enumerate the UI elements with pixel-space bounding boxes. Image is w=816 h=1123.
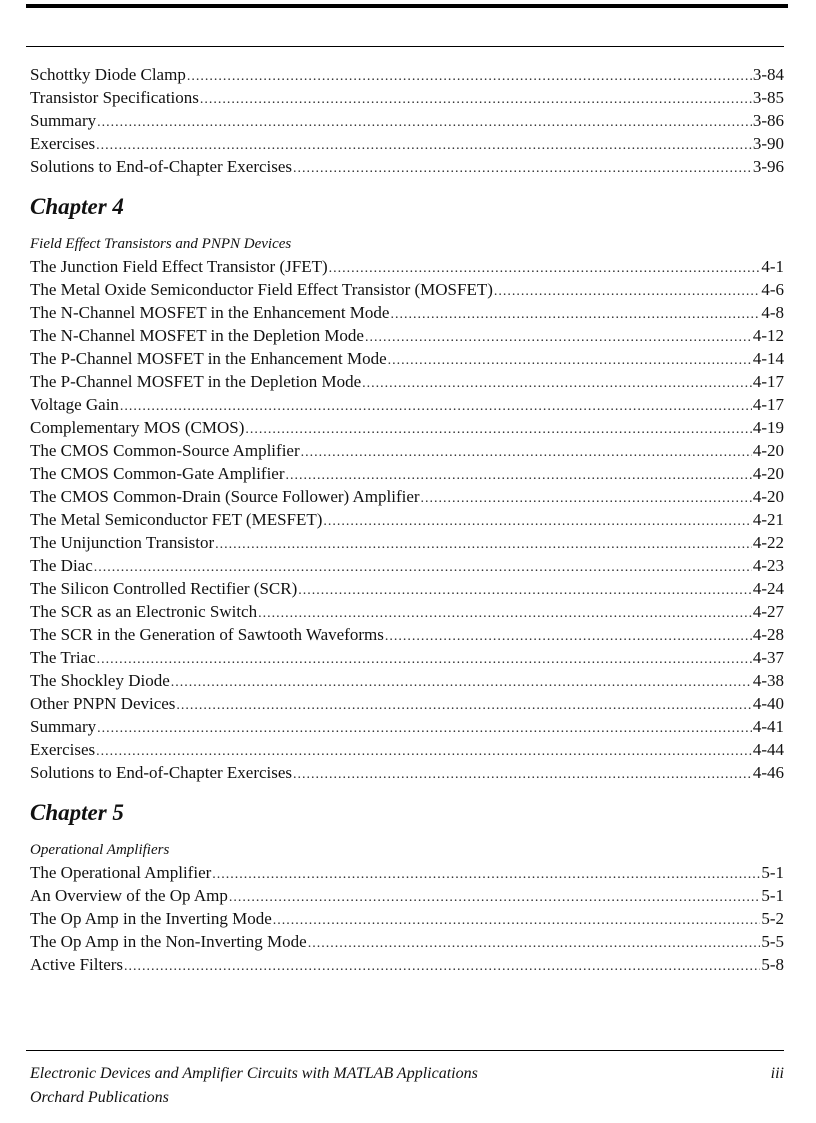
toc-dot-leader [245, 418, 751, 441]
toc-entry-page: 4-17 [752, 395, 784, 414]
toc-entry[interactable] [30, 109, 784, 132]
toc-dot-leader [200, 88, 752, 111]
toc-entry[interactable] [30, 953, 784, 976]
toc-entry-title: Voltage Gain [30, 395, 119, 414]
toc-dot-leader [171, 671, 752, 694]
toc-entry-title: Summary [30, 111, 97, 130]
toc-entry[interactable] [30, 370, 784, 393]
toc-entry-page: 4-14 [752, 349, 784, 368]
chapter-4-entries [30, 255, 784, 784]
chapter-5-heading: Chapter 5 [30, 800, 124, 825]
toc-entry-page: 4-20 [752, 441, 784, 460]
toc-entry-page: 4-21 [752, 510, 784, 529]
toc-entry[interactable] [30, 324, 784, 347]
toc-dot-leader [365, 326, 752, 349]
toc-dot-leader [421, 487, 752, 510]
toc-entry-page: 4-24 [752, 579, 784, 598]
toc-dot-leader [94, 556, 752, 579]
toc-dot-leader [385, 625, 752, 648]
toc-entry-page: 4-46 [752, 763, 784, 782]
toc-entry-page: 3-90 [752, 134, 784, 153]
toc-entry[interactable] [30, 347, 784, 370]
toc-entry[interactable] [30, 416, 784, 439]
toc-entry[interactable] [30, 554, 784, 577]
toc-entry-title: The Silicon Controlled Rectifier (SCR) [30, 579, 298, 598]
toc-entry[interactable] [30, 577, 784, 600]
toc-dot-leader [212, 863, 760, 886]
toc-entry[interactable] [30, 692, 784, 715]
toc-entry[interactable] [30, 646, 784, 669]
toc-entry[interactable] [30, 86, 784, 109]
toc-entry-title: An Overview of the Op Amp [30, 886, 228, 905]
toc-entry-title: The CMOS Common-Gate Amplifier [30, 464, 285, 483]
toc-entry-page: 3-85 [752, 88, 784, 107]
toc-dot-leader [97, 648, 752, 671]
toc-entry-title: The Metal Semiconductor FET (MESFET) [30, 510, 323, 529]
toc-entry[interactable] [30, 761, 784, 784]
toc-entry-title: The Diac [30, 556, 93, 575]
toc-content [30, 63, 784, 976]
toc-entry-title: The Triac [30, 648, 96, 667]
toc-entry[interactable] [30, 278, 784, 301]
header-divider [26, 46, 784, 47]
toc-entry[interactable] [30, 907, 784, 930]
toc-entry-title: The Op Amp in the Non-Inverting Mode [30, 932, 307, 951]
toc-entry-page: 4-23 [752, 556, 784, 575]
toc-entry-title: Transistor Specifications [30, 88, 199, 107]
toc-entry[interactable] [30, 393, 784, 416]
toc-entry[interactable] [30, 715, 784, 738]
chapter-5-entries [30, 861, 784, 976]
footer-publisher: Orchard Publications [30, 1089, 169, 1106]
toc-entry[interactable] [30, 930, 784, 953]
toc-dot-leader [215, 533, 752, 556]
toc-entry-page: 4-17 [752, 372, 784, 391]
toc-entry[interactable] [30, 861, 784, 884]
toc-dot-leader [388, 349, 752, 372]
toc-entry[interactable] [30, 884, 784, 907]
toc-entry-title: Exercises [30, 740, 96, 759]
toc-entry-title: The SCR as an Electronic Switch [30, 602, 258, 621]
footer-divider [26, 1050, 784, 1051]
toc-entry-page: 5-8 [761, 955, 784, 974]
toc-entry-page: 4-8 [761, 303, 784, 322]
toc-dot-leader [329, 257, 761, 280]
chapter-5-subtitle: Operational Amplifiers [30, 842, 170, 858]
toc-entry-page: 3-84 [752, 65, 784, 84]
toc-entry-title: The Shockley Diode [30, 671, 170, 690]
toc-entry-page: 4-1 [761, 257, 784, 276]
toc-entry-title: The CMOS Common-Source Amplifier [30, 441, 300, 460]
toc-entry-title: Active Filters [30, 955, 124, 974]
toc-entry-page: 4-28 [752, 625, 784, 644]
footer-book-title: Electronic Devices and Amplifier Circuits with MATLAB Applications [30, 1065, 478, 1082]
toc-entry-page: 4-19 [752, 418, 784, 437]
toc-entry-title: The P-Channel MOSFET in the Depletion Mode [30, 372, 362, 391]
toc-entry-page: 4-6 [761, 280, 784, 299]
toc-entry-title: The CMOS Common-Drain (Source Follower) Amplifier [30, 487, 420, 506]
toc-entry-page: 4-20 [752, 464, 784, 483]
toc-entry-title: Summary [30, 717, 97, 736]
toc-entry-title: The SCR in the Generation of Sawtooth Waveforms [30, 625, 384, 644]
toc-entry-title: The Operational Amplifier [30, 863, 212, 882]
toc-entry[interactable] [30, 301, 784, 324]
toc-entry-title: Other PNPN Devices [30, 694, 176, 713]
toc-entry-page: 3-96 [752, 157, 784, 176]
toc-entry-page: 4-27 [752, 602, 784, 621]
toc-dot-leader [97, 111, 752, 134]
toc-dot-leader [258, 602, 752, 625]
chapter-4-heading: Chapter 4 [30, 194, 124, 219]
toc-dot-leader [96, 740, 752, 763]
toc-entry[interactable] [30, 155, 784, 178]
toc-entry-title: The Op Amp in the Inverting Mode [30, 909, 272, 928]
toc-entry-page: 4-44 [752, 740, 784, 759]
toc-entry[interactable] [30, 623, 784, 646]
toc-entry[interactable] [30, 669, 784, 692]
toc-dot-leader [390, 303, 760, 326]
continued-entries [30, 63, 784, 178]
toc-dot-leader [96, 134, 752, 157]
toc-dot-leader [301, 441, 752, 464]
toc-dot-leader [293, 763, 752, 786]
toc-entry-page: 4-40 [752, 694, 784, 713]
toc-entry-title: The Unijunction Transistor [30, 533, 215, 552]
toc-dot-leader [273, 909, 761, 932]
toc-dot-leader [308, 932, 761, 955]
toc-entry-title: Schottky Diode Clamp [30, 65, 186, 84]
toc-entry-page: 4-41 [752, 717, 784, 736]
toc-entry[interactable] [30, 462, 784, 485]
toc-entry[interactable] [30, 531, 784, 554]
toc-entry-title: The Metal Oxide Semiconductor Field Effect Transistor (MOSFET) [30, 280, 493, 299]
footer-page-number: iii [770, 1065, 784, 1082]
toc-dot-leader [176, 694, 751, 717]
chapter-4-subtitle: Field Effect Transistors and PNPN Devices [30, 236, 292, 252]
toc-entry-page: 5-1 [761, 886, 784, 905]
toc-entry-title: The N-Channel MOSFET in the Enhancement Mode [30, 303, 390, 322]
toc-entry-title: Solutions to End-of-Chapter Exercises [30, 763, 293, 782]
toc-entry-title: The N-Channel MOSFET in the Depletion Mode [30, 326, 364, 345]
toc-dot-leader [229, 886, 761, 909]
toc-entry-title: Exercises [30, 134, 96, 153]
toc-dot-leader [293, 157, 752, 180]
toc-entry-page: 3-86 [752, 111, 784, 130]
toc-entry-title: The Junction Field Effect Transistor (JFET) [30, 257, 328, 276]
toc-entry[interactable] [30, 485, 784, 508]
toc-entry[interactable] [30, 738, 784, 761]
toc-entry-page: 4-37 [752, 648, 784, 667]
toc-entry-title: Complementary MOS (CMOS) [30, 418, 245, 437]
toc-entry-page: 4-12 [752, 326, 784, 345]
toc-entry[interactable] [30, 132, 784, 155]
toc-entry-title: The P-Channel MOSFET in the Enhancement Mode [30, 349, 387, 368]
toc-entry-title: Solutions to End-of-Chapter Exercises [30, 157, 293, 176]
top-rule [26, 0, 788, 8]
toc-dot-leader [286, 464, 752, 487]
toc-dot-leader [97, 717, 752, 740]
toc-dot-leader [494, 280, 760, 303]
toc-entry[interactable] [30, 255, 784, 278]
toc-entry[interactable] [30, 439, 784, 462]
toc-entry[interactable] [30, 63, 784, 86]
toc-entry-page: 4-20 [752, 487, 784, 506]
toc-dot-leader [323, 510, 751, 533]
toc-dot-leader [124, 955, 760, 978]
toc-dot-leader [298, 579, 752, 602]
toc-entry[interactable] [30, 600, 784, 623]
toc-entry-page: 4-22 [752, 533, 784, 552]
toc-dot-leader [362, 372, 752, 395]
toc-dot-leader [120, 395, 752, 418]
page-footer [30, 1062, 784, 1110]
toc-entry-page: 4-38 [752, 671, 784, 690]
toc-entry-page: 5-1 [761, 863, 784, 882]
toc-entry[interactable] [30, 508, 784, 531]
toc-entry-page: 5-5 [761, 932, 784, 951]
toc-dot-leader [187, 65, 752, 88]
toc-entry-page: 5-2 [761, 909, 784, 928]
